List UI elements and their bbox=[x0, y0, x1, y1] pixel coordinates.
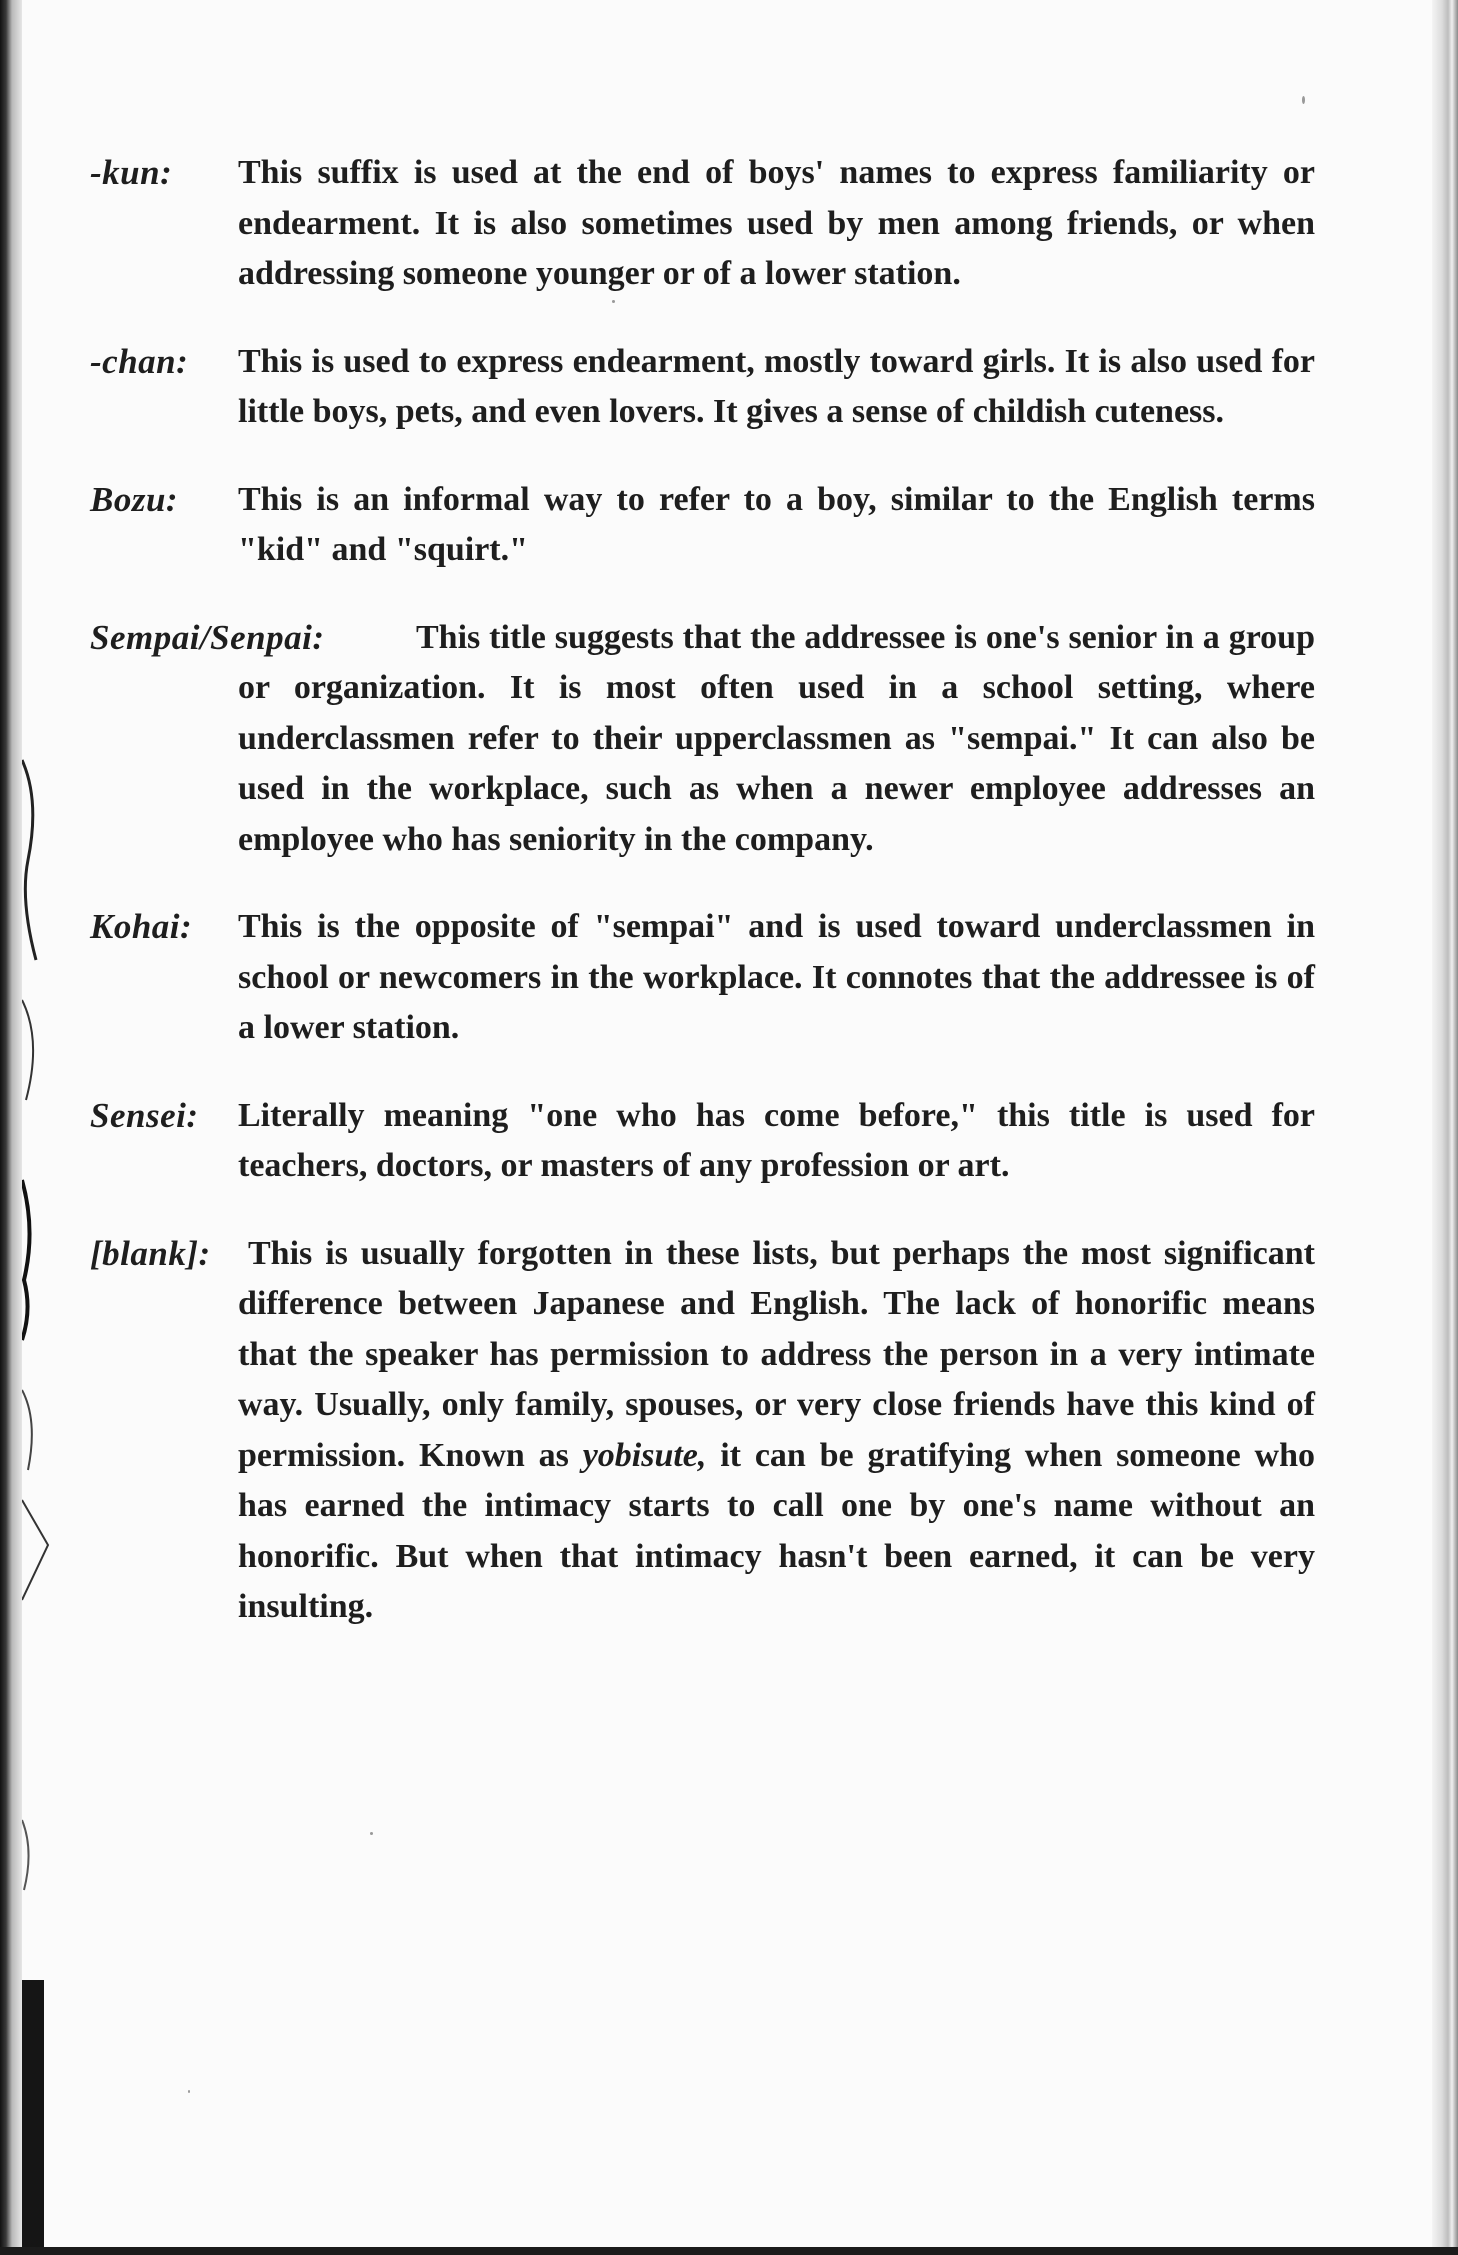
entry-definition: This is the opposite of "sempai" and is used toward underclassmen in school or newcomers in the workplace. It connotes that the addressee is of a lower station. bbox=[238, 908, 1315, 1046]
glossary-entry bbox=[90, 902, 1315, 1054]
definition-text: This is usually forgotten in these lists, but perhaps the most significant difference between Japanese and English. The lack of honorific means that the speaker has permission to address the person in a very intimate way. Usually, only family, spouses, or very close friends have this kind of permission. Known as bbox=[238, 1234, 1315, 1474]
page-stack-edge bbox=[1432, 0, 1458, 2255]
entry-definition: This suffix is used at the end of boys' names to express familiarity or endearment. It is also sometimes used by men among friends, or when addressing someone younger or of a lower station. bbox=[238, 154, 1315, 292]
glossary-entry bbox=[90, 1229, 1315, 1633]
entry-definition: This is an informal way to refer to a boy, similar to the English terms "kid" and "squirt." bbox=[238, 480, 1315, 568]
entry-definition: Literally meaning "one who has come before," this title is used for teachers, doctors, or masters of any profession or art. bbox=[238, 1096, 1315, 1184]
bleed-through-artwork bbox=[22, 0, 52, 2247]
entry-term: [blank]: bbox=[90, 1233, 211, 1273]
scan-bottom-edge bbox=[0, 2247, 1458, 2255]
entry-definition: This is used to express endearment, mostly toward girls. It is also used for little boys, pets, and even lovers. It gives a sense of childish cuteness. bbox=[238, 342, 1315, 430]
entry-term: Kohai: bbox=[90, 907, 193, 946]
glossary-entry bbox=[90, 613, 1315, 866]
glossary-entry bbox=[90, 148, 1315, 300]
scan-speck bbox=[370, 1832, 373, 1835]
entry-term: Bozu: bbox=[90, 479, 179, 519]
scan-speck bbox=[188, 2090, 190, 2093]
scan-speck bbox=[612, 300, 615, 303]
glossary-entry bbox=[90, 337, 1315, 438]
entry-term: Sempai/Senpai: bbox=[90, 617, 325, 657]
entry-term: -kun: bbox=[90, 153, 173, 192]
entry-definition: This title suggests that the addressee is one's senior in a group or organization. It is most often used in a school setting, where underclassmen refer to their upperclassmen as "sempai." It can also be used in the workplace, such as when a newer employee addresses an employee who has seniority in the company. bbox=[238, 618, 1315, 858]
definition-text: it can be gratifying when someone who has earned the intimacy starts to call one by one's name without an honorific. But when that intimacy hasn't been earned, it can be very insulting. bbox=[238, 1436, 1316, 1625]
definition-italic-term: yobisute, bbox=[582, 1436, 707, 1474]
glossary-entry bbox=[90, 475, 1315, 576]
entry-definition bbox=[90, 1229, 1315, 1633]
book-page bbox=[22, 0, 1432, 2247]
scan-speck bbox=[1302, 96, 1305, 104]
honorifics-glossary bbox=[90, 148, 1315, 1670]
entry-term: Sensei: bbox=[90, 1095, 199, 1135]
book-spine-edge bbox=[0, 0, 22, 2255]
glossary-entry bbox=[90, 1091, 1315, 1192]
entry-term: -chan: bbox=[90, 341, 189, 381]
